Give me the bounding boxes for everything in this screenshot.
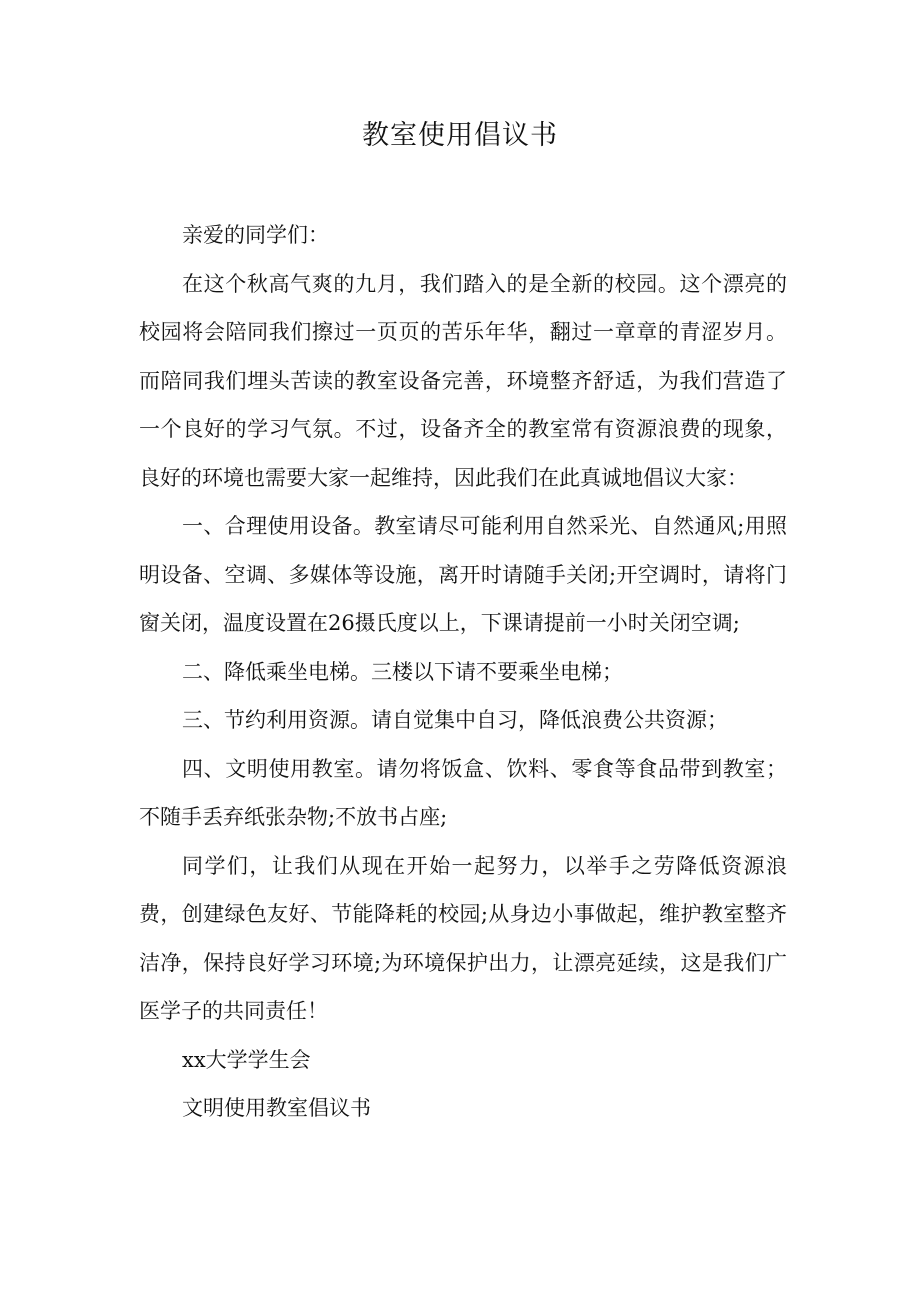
greeting: 亲爱的同学们： <box>182 223 329 247</box>
closing-paragraph: 同学们，让我们从现在开始一起努力，以举手之劳降低资源浪费，创建绿色友好、节能降耗的校园;从身边小事做起，维护教室整齐洁净，保持良好学习环境;为环境保护出力，让漂亮延续，这是我们广医学子的共同责任！ <box>139 853 787 1023</box>
proposal-1: 一、合理使用设备。教室请尽可能利用自然采光、自然通风;用照明设备、空调、多媒体等设施，离开时请随手关闭;开空调时，请将门窗关闭，温度设置在26摄氏度以上，下课请提前一小时关闭空调; <box>139 514 787 635</box>
document-body <box>139 211 787 1133</box>
signature: xx大学学生会 <box>182 1047 311 1072</box>
proposal-4: 四、文明使用教室。请勿将饭盒、饮料、零食等食品带到教室；不随手丢弃纸张杂物;不放书占座; <box>139 756 787 829</box>
proposal-2: 二、降低乘坐电梯。三楼以下请不要乘坐电梯； <box>182 659 623 684</box>
document-title: 教室使用倡议书 <box>362 120 558 151</box>
intro-paragraph: 在这个秋高气爽的九月，我们踏入的是全新的校园。这个漂亮的校园将会陪同我们擦过一页页的苦乐年华，翻过一章章的青涩岁月。而陪同我们埋头苦读的教室设备完善，环境整齐舒适，为我们营造了一个良好的学习气氛。不过，设备齐全的教室常有资源浪费的现象，良好的环境也需要大家一起维持，因此我们在此真诚地倡议大家： <box>139 271 787 490</box>
proposal-3: 三、节约利用资源。请自觉集中自习，降低浪费公共资源； <box>182 708 728 732</box>
footer-title: 文明使用教室倡议书 <box>182 1096 371 1120</box>
